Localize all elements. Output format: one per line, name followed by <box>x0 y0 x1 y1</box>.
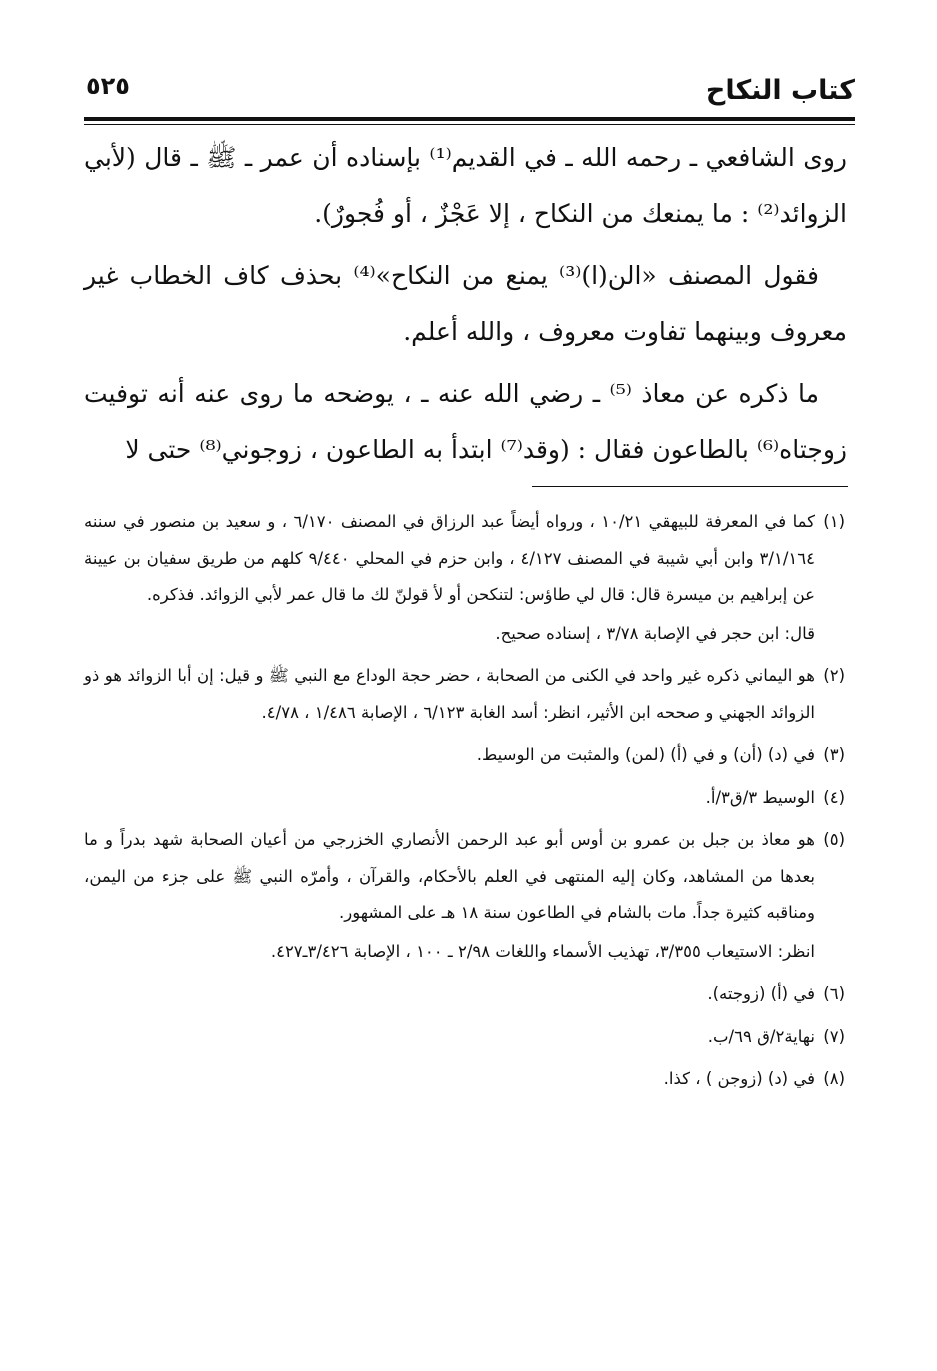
footnote-6 <box>84 976 845 1013</box>
footnote-number: (٧) <box>823 1026 845 1046</box>
paragraph-1: روى الشافعي ـ رحمه الله ـ في القديم⁽¹⁾ بإسناده أن عمر ـ ﷺ ـ قال (لأبي الزوائد⁽²⁾ : ما يمنعك من النكاح ، إلا عَجْزٌ ، أو فُجورٌ). <box>84 143 847 228</box>
footnote-4 <box>84 780 845 817</box>
paragraph-3: ما ذكره عن معاذ ⁽⁵⁾ ـ رضي الله عنه ـ ، يوضحه ما روى عنه أنه توفيت زوجتاه⁽⁶⁾ بالطاعون فقال : (وقد⁽⁷⁾ ابتدأ به الطاعون ، زوجوني⁽⁸⁾ حتى لا <box>84 379 847 464</box>
footnote-text: في (أ) (زوجته). <box>707 984 815 1003</box>
footnote-text: هو اليماني ذكره غير واحد في الكنى من الصحابة ، حضر حجة الوداع مع النبي ﷺ و قيل: إن أبا الزوائد هو ذو الزوائد الجهني و صححه ابن الأثير، انظر: أسد الغابة ٦/١٢٣ ، الإصابة ١/٤٨٦ ، ٤/٧٨. <box>84 666 815 722</box>
footnote-text: نهاية٢/ق ٦٩/ب. <box>707 1026 815 1046</box>
footnote-text: في (د) (زوجن ) ، كذا. <box>663 1069 815 1088</box>
footnote-text: كما في المعرفة للبيهقي ١٠/٢١ ، ورواه أيضاً عبد الرزاق في المصنف ٦/١٧٠ ، و سعيد بن منصور في سننه ٣/١/١٦٤ وابن أبي شيبة في المصنف ٤/١٢٧ ، وابن حزم في المحلي ٩/٤٤٠ كلهم من طريق سفيان بن عيينة عن إبراهيم بن ميسرة قال: قال لي طاؤس: لتنكحن أو لأ قولنّ لك ما قال عمر لأبي الزوائد. فذكره. <box>84 512 815 604</box>
footnote-text: الوسيط ٣/ق٣/أ. <box>705 787 815 807</box>
footnote-5-continuation: انظر: الاستيعاب ٣/٣٥٥، تهذيب الأسماء واللغات ٢/٩٨ ـ ١٠٠ ، الإصابة ٣/٤٢٦ـ٤٢٧. <box>270 941 815 961</box>
footnote-2 <box>84 658 845 731</box>
footnote-number: (١) <box>823 512 845 531</box>
book-title: كتاب النكاح <box>705 75 855 106</box>
footnote-8 <box>84 1061 845 1098</box>
footnote-7 <box>84 1019 845 1056</box>
footnote-number: (٦) <box>823 984 845 1003</box>
footnote-1-continuation: قال: ابن حجر في الإصابة ٣/٧٨ ، إسناده صحيح. <box>495 623 815 643</box>
footnote-3 <box>84 737 845 774</box>
footnote-number: (٥) <box>823 830 845 849</box>
main-text <box>84 130 847 484</box>
header-rule-thin <box>84 124 855 125</box>
footnote-text: في (د) (أن) و في (أ) (لمن) والمثبت من الوسيط. <box>476 745 815 764</box>
footnote-1 <box>84 504 845 614</box>
header-rule-thick <box>84 117 855 121</box>
footnote-number: (٣) <box>823 745 845 764</box>
footnotes <box>84 504 845 1104</box>
footnote-number: (٤) <box>823 787 845 807</box>
footnote-text: هو معاذ بن جبل بن عمرو بن أوس أبو عبد الرحمن الأنصاري الخزرجي من أعيان الصحابة شهد بدراً و ما بعدها من المشاهد، وكان إليه المنتهى في العلم بالأحكام، والقرآن ، وأمرّه النبي ﷺ على جزء من اليمن، ومناقبه كثيرة جداً. مات بالشام في الطاعون سنة ١٨ هـ على المشهور. <box>84 830 815 922</box>
footnote-5 <box>84 822 845 932</box>
page-number: ٥٢٥ <box>86 72 130 100</box>
footnote-number: (٢) <box>823 666 845 685</box>
footnote-number: (٨) <box>823 1069 845 1088</box>
page-header <box>86 62 855 106</box>
footnote-separator <box>532 486 848 487</box>
paragraph-2: فقول المصنف «الن(ا)⁽³⁾ يمنع من النكاح»⁽⁴⁾ بحذف كاف الخطاب غير معروف وبينهما تفاوت معروف ، والله أعلم. <box>84 261 847 346</box>
